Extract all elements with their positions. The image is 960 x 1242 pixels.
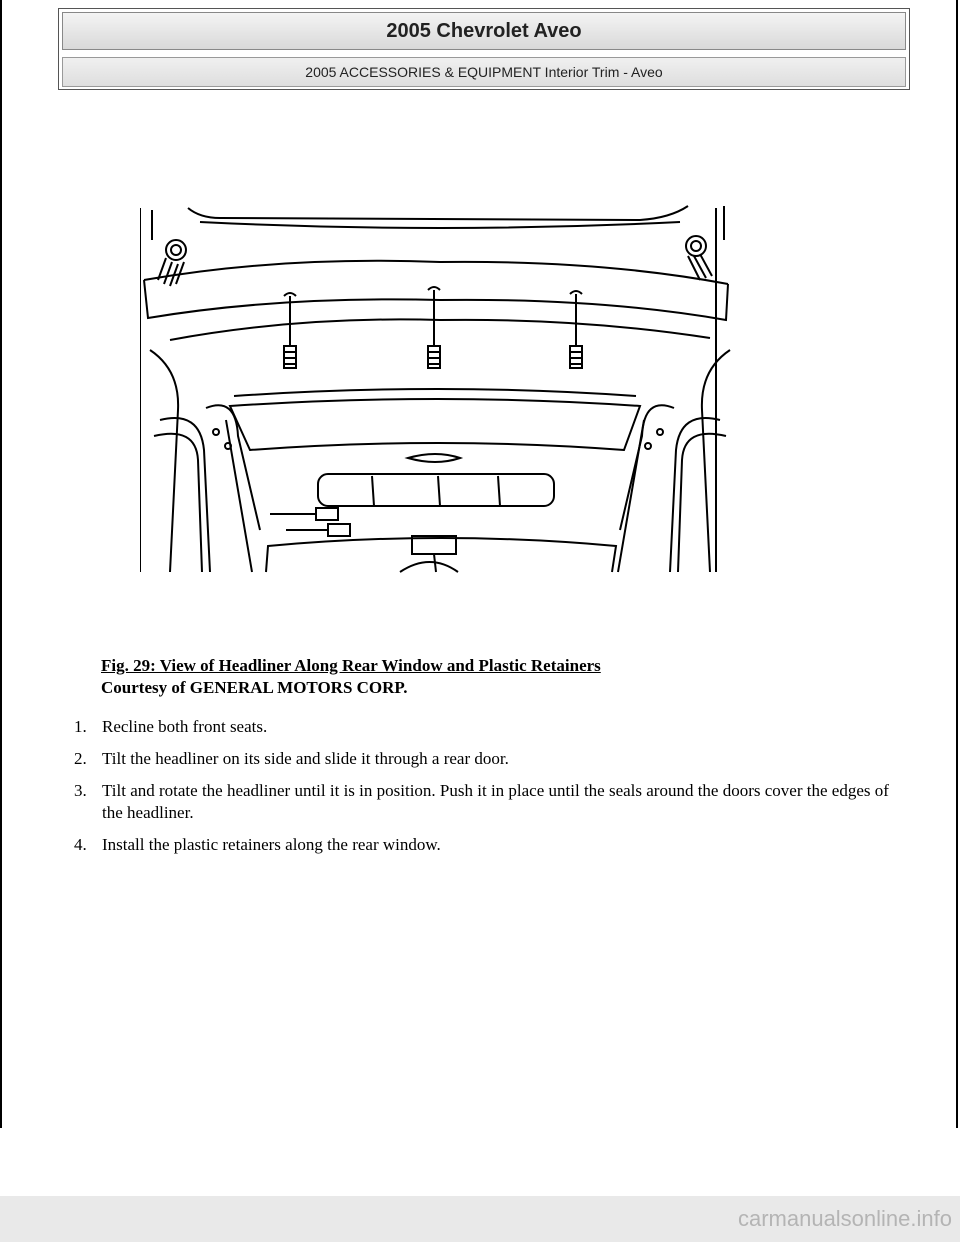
- page-border-left: [0, 0, 2, 1128]
- headliner-illustration: [140, 200, 740, 578]
- step-number: 1.: [74, 717, 87, 736]
- step-item: [74, 748, 894, 770]
- step-text: Recline both front seats.: [102, 717, 268, 736]
- procedure-steps: [74, 716, 894, 866]
- header-title-bar: [62, 12, 906, 50]
- figure-credit: Courtesy of GENERAL MOTORS CORP.: [101, 678, 408, 697]
- page-header: [58, 8, 910, 90]
- corner-screw-right: [686, 236, 712, 280]
- step-item: [74, 834, 894, 856]
- corner-screw-left: [158, 240, 186, 286]
- step-number: 4.: [74, 835, 87, 854]
- document-subtitle: 2005 ACCESSORIES & EQUIPMENT Interior Trim - Aveo: [305, 64, 663, 80]
- site-watermark: carmanualsonline.info: [0, 1196, 960, 1242]
- step-text: Tilt and rotate the headliner until it is in position. Push it in place until the seals around the doors cover the edges of the headliner.: [102, 781, 889, 822]
- document-title: 2005 Chevrolet Aveo: [386, 19, 582, 42]
- figure-caption: [101, 655, 861, 699]
- center-lamp: [318, 454, 554, 506]
- figure-title: Fig. 29: View of Headliner Along Rear Window and Plastic Retainers: [101, 656, 601, 675]
- retainer-left: [284, 293, 296, 368]
- step-number: 2.: [74, 749, 87, 768]
- page-border-right: [956, 0, 958, 1128]
- header-subtitle-bar: [62, 57, 906, 87]
- step-item: [74, 780, 894, 824]
- step-number: 3.: [74, 781, 87, 800]
- step-text: Tilt the headliner on its side and slide it through a rear door.: [102, 749, 509, 768]
- step-text: Install the plastic retainers along the rear window.: [102, 835, 441, 854]
- lower-retainers: [270, 508, 350, 536]
- step-item: [74, 716, 894, 738]
